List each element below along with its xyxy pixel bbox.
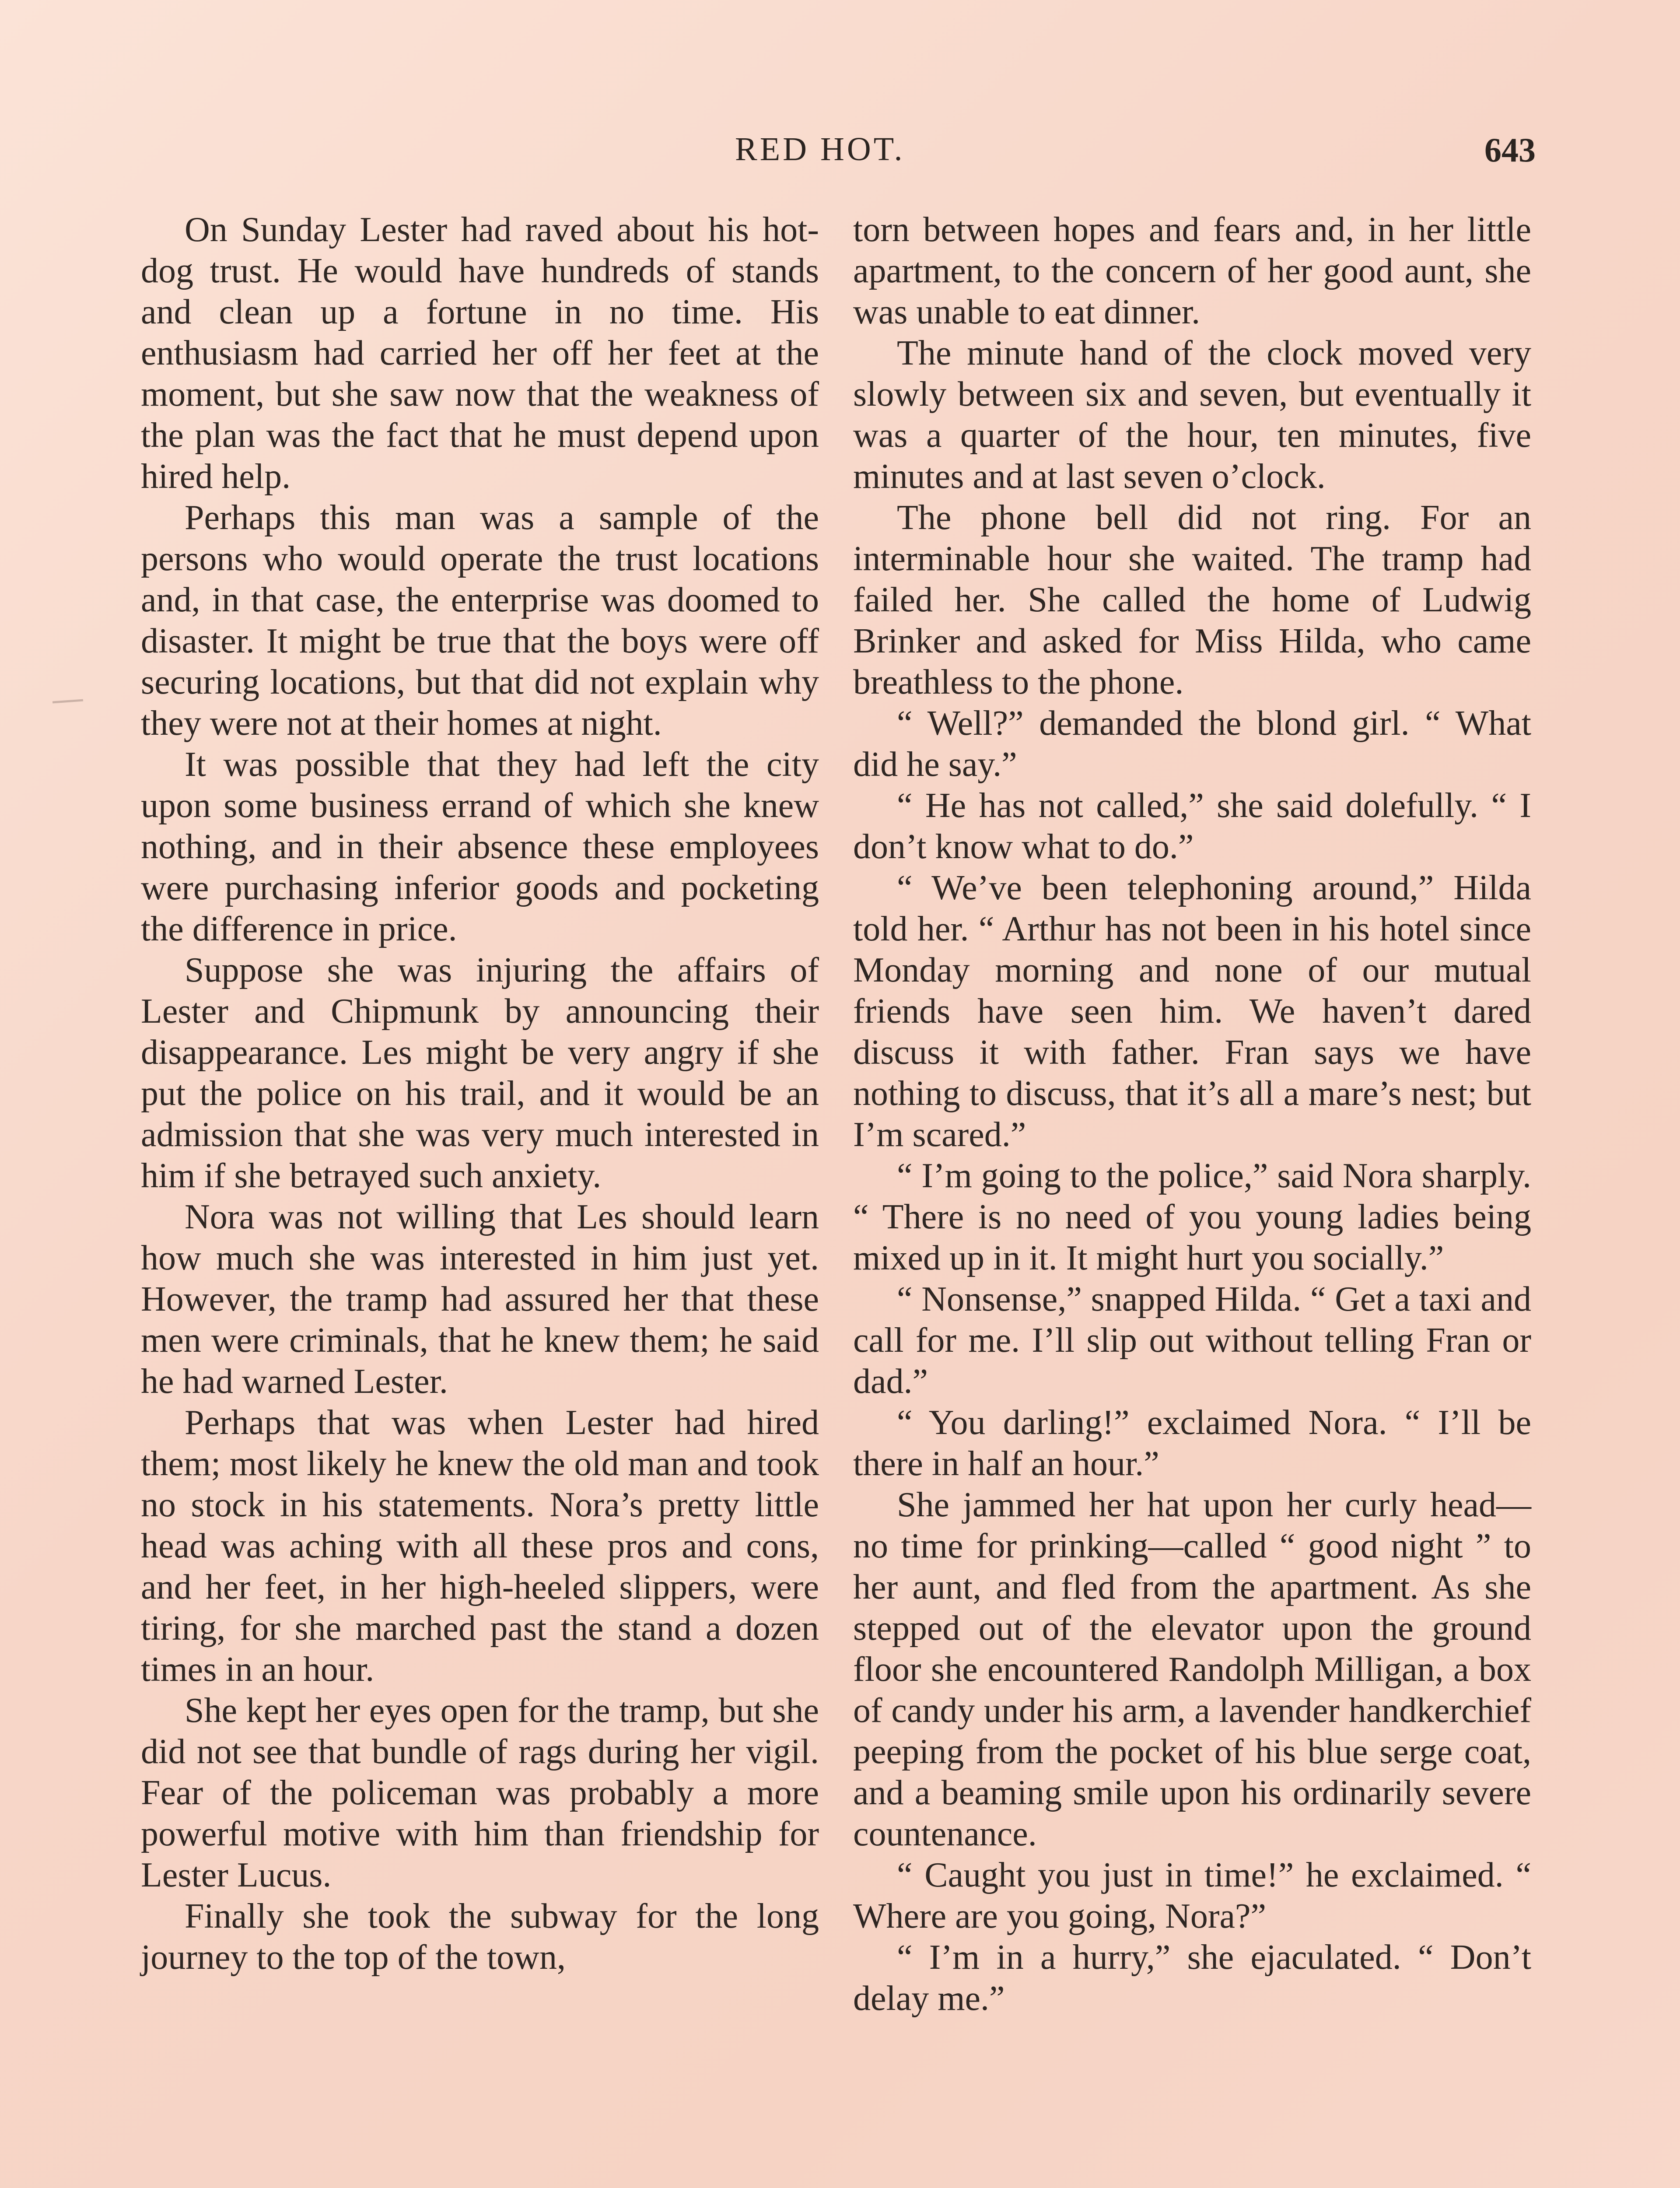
paragraph: “ You darling!” exclaimed Nora. “ I’ll be there in half an hour.” — [853, 1403, 1531, 1483]
paragraph: On Sunday Lester had raved about his hot-dog trust. He would have hundreds of stands and clean up a fortune in no time. His enthusiasm had carried her off her feet at the moment, but she saw now that the weakness of the plan was the fact that he must depend upon hired help. — [141, 210, 819, 496]
paragraph: She kept her eyes open for the tramp, but she did not see that bundle of rags during her vigil. Fear of the policeman was probably a more powerful motive with him than friendship for Lester Lucus. — [141, 1691, 819, 1894]
left-column — [141, 209, 819, 1978]
paragraph: Finally she took the subway for the long journey to the top of the town, — [141, 1897, 819, 1977]
page-number: 643 — [1484, 131, 1536, 169]
paragraph: Suppose she was injuring the affairs of Lester and Chipmunk by announcing their disappearance. Les might be very angry if she put the police on his trail, and it would be an admission that she was very much interested in him if she betrayed such anxiety. — [141, 951, 819, 1195]
paragraph: The minute hand of the clock moved very slowly between six and seven, but eventually it was a quarter of the hour, ten minutes, five minutes and at last seven o’clock. — [853, 334, 1531, 496]
paragraph: It was possible that they had left the city upon some business errand of which she knew nothing, and in their absence these employees were purchasing inferior goods and pocketing the difference in price. — [141, 745, 819, 948]
paragraph: Nora was not willing that Les should learn how much she was interested in him just yet. However, the tramp had assured her that these men were criminals, that he knew them; he said he had warned Lester. — [141, 1198, 819, 1401]
paragraph: “ We’ve been telephoning around,” Hilda told her. “ Arthur has not been in his hotel since Monday morning and none of our mutual friends have seen him. We haven’t dared discuss it with father. Fran says we have nothing to discuss, that it’s all a mare’s nest; but I’m scared.” — [853, 869, 1531, 1154]
paragraph: “ Well?” demanded the blond girl. “ What did he say.” — [853, 704, 1531, 784]
running-title: RED HOT. — [735, 131, 905, 168]
margin-pencil-mark — [52, 699, 83, 704]
paragraph: Perhaps that was when Lester had hired them; most likely he knew the old man and took no stock in his statements. Nora’s pretty little head was aching with all these pros and cons, and her feet, in her high-heeled slippers, were tiring, for she marched past the stand a dozen times in an hour. — [141, 1403, 819, 1689]
paragraph: Perhaps this man was a sample of the persons who would operate the trust locations and, in that case, the enterprise was doomed to disaster. It might be true that the boys were off securing locations, but that did not explain why they were not at their homes at night. — [141, 498, 819, 743]
paragraph: “ I’m in a hurry,” she ejaculated. “ Don’t delay me.” — [853, 1938, 1531, 2018]
paragraph: “ Nonsense,” snapped Hilda. “ Get a taxi and call for me. I’ll slip out without telling Fran or dad.” — [853, 1280, 1531, 1401]
paragraph: She jammed her hat upon her curly head—no time for prinking—called “ good night ” to her aunt, and fled from the apartment. As she stepped out of the elevator upon the ground floor she encountered Randolph Milligan, a box of candy under his arm, a lavender handkerchief peeping from the pocket of his blue serge coat, and a beaming smile upon his ordinarily severe countenance. — [853, 1486, 1531, 1853]
right-column — [853, 209, 1531, 2019]
paragraph: “ He has not called,” she said dolefully. “ I don’t know what to do.” — [853, 786, 1531, 866]
continued-paragraph: torn between hopes and fears and, in her little apartment, to the concern of her good aunt, she was unable to eat dinner. — [853, 210, 1531, 331]
paragraph: “ Caught you just in time!” he exclaimed. “ Where are you going, Nora?” — [853, 1856, 1531, 1936]
paragraph: The phone bell did not ring. For an interminable hour she waited. The tramp had failed her. She called the home of Ludwig Brinker and asked for Miss Hilda, who came breathless to the phone. — [853, 498, 1531, 701]
paragraph: “ I’m going to the police,” said Nora sharply. “ There is no need of you young ladies being mixed up in it. It might hurt you socially.” — [853, 1157, 1531, 1277]
page-header — [0, 130, 1680, 183]
